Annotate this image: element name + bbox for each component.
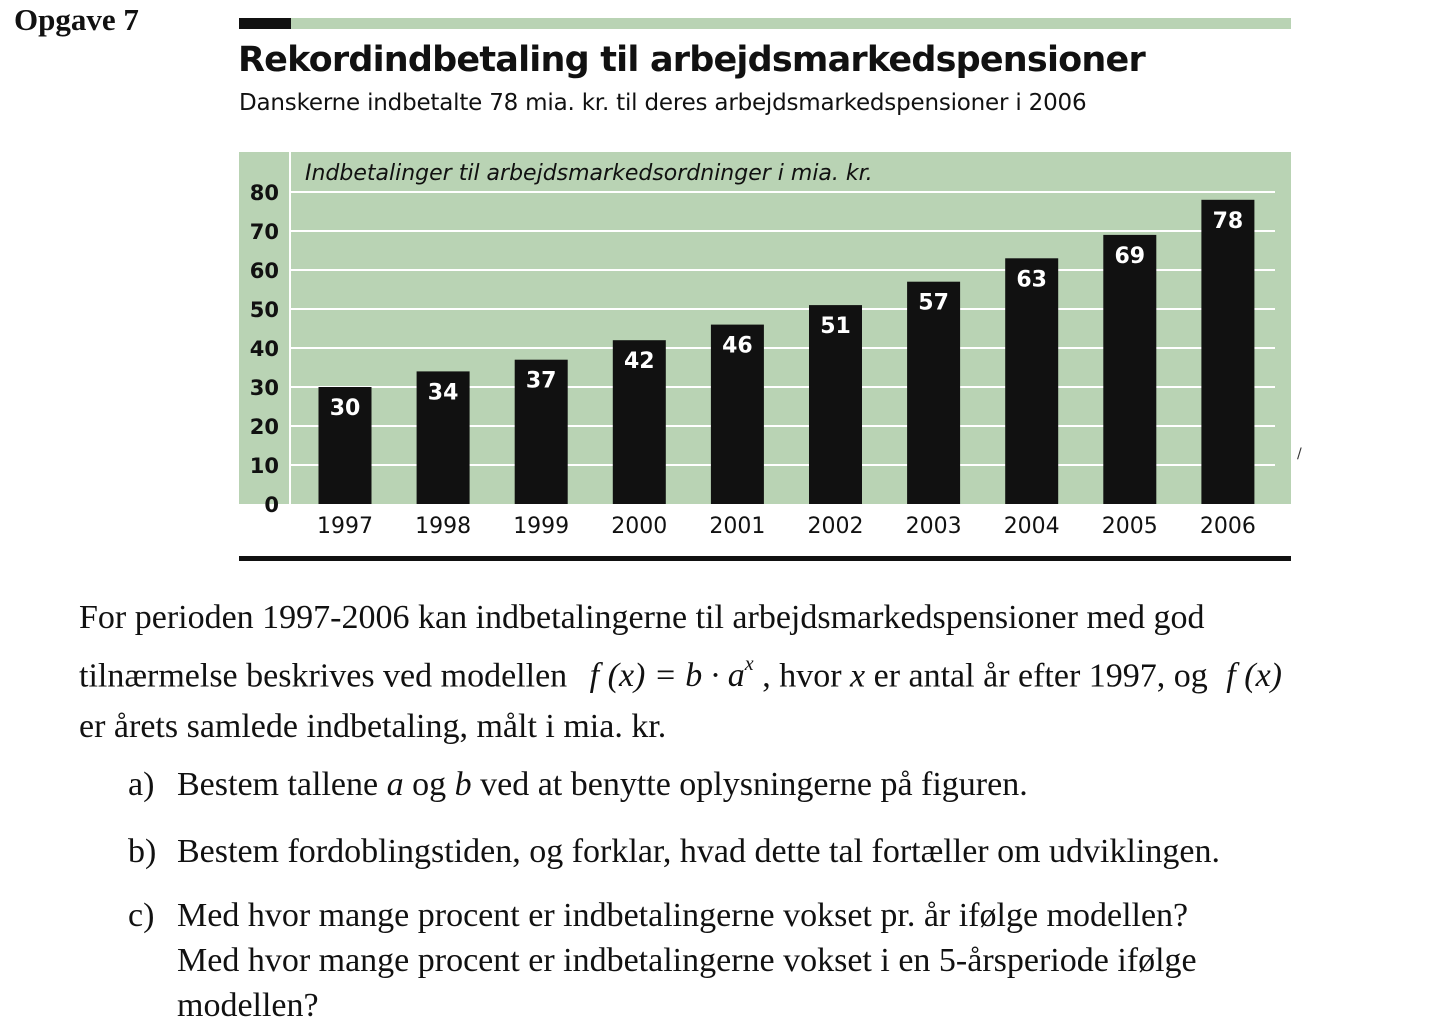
task-intro-line-2 xyxy=(79,643,1282,701)
bar-value-label: 37 xyxy=(525,368,557,394)
function-fx: f (x) xyxy=(1226,657,1282,695)
bar xyxy=(1201,200,1254,504)
bar xyxy=(1005,258,1058,504)
y-tick-label: 60 xyxy=(249,259,279,283)
x-tick-label: 2003 xyxy=(905,514,962,539)
y-tick-label: 50 xyxy=(249,298,279,322)
question-a-mid: og xyxy=(412,766,447,803)
y-tick-label: 20 xyxy=(249,415,279,439)
question-c-line-3: modellen? xyxy=(177,987,319,1024)
chart-title: Indbetalinger til arbejdsmarkedsordninger i mia. kr. xyxy=(305,161,873,186)
model-formula-base: f (x) = b · a xyxy=(589,657,745,695)
bar-value-label: 46 xyxy=(722,333,753,359)
figure-title: Rekordindbetaling til arbejdsmarkedspensioner xyxy=(238,40,1145,80)
y-tick-label: 80 xyxy=(249,181,279,205)
question-b-text: Bestem fordoblingstiden, og forklar, hvad dette tal fortæller om udviklingen. xyxy=(177,833,1220,870)
question-c-line-2: Med hvor mange procent er indbetalingerne vokset i en 5-årsperiode ifølge xyxy=(177,942,1197,979)
bar-value-label: 63 xyxy=(1016,267,1048,293)
exercise-label: Opgave 7 xyxy=(14,2,139,37)
y-tick-label: 40 xyxy=(249,337,279,361)
bar-value-label: 57 xyxy=(918,290,949,316)
task-intro-line-1: For perioden 1997-2006 kan indbetalingerne til arbejdsmarkedspensioner med god xyxy=(79,599,1205,636)
variable-x: x xyxy=(850,657,866,695)
question-c-text xyxy=(177,893,1197,1028)
stray-mark: / xyxy=(1297,446,1302,462)
x-tick-label: 2001 xyxy=(709,514,766,539)
x-tick-label: 2002 xyxy=(807,514,864,539)
task-intro-line-3: er årets samlede indbetaling, målt i mia. kr. xyxy=(79,708,667,746)
bar-value-label: 30 xyxy=(329,396,361,421)
figure-bottom-rule xyxy=(239,556,1291,561)
x-tick-label: 2006 xyxy=(1199,514,1256,539)
x-tick-label: 1999 xyxy=(513,514,570,539)
question-a-pre: Bestem tallene xyxy=(177,766,379,803)
x-tick-label: 1997 xyxy=(317,514,373,539)
question-c-label: c) xyxy=(128,897,155,934)
question-a-label: a) xyxy=(128,766,155,803)
x-tick-label: 2005 xyxy=(1101,514,1158,539)
bar-value-label: 69 xyxy=(1114,243,1146,269)
question-a-text xyxy=(177,762,1028,807)
figure-subtitle: Danskerne indbetalte 78 mia. kr. til deres arbejdsmarkedspensioner i 2006 xyxy=(239,90,1087,116)
bar-value-label: 78 xyxy=(1212,208,1244,234)
question-b-label: b) xyxy=(128,833,157,870)
bar xyxy=(1103,235,1156,504)
y-tick-label: 70 xyxy=(249,220,279,244)
task-intro xyxy=(79,592,1282,752)
y-tick-label: 10 xyxy=(249,454,279,478)
question-c-line-1: Med hvor mange procent er indbetalingerne vokset pr. år ifølge modellen? xyxy=(177,897,1189,934)
bar-value-label: 34 xyxy=(427,380,459,406)
y-tick-label: 30 xyxy=(249,376,279,400)
model-formula xyxy=(589,653,754,695)
y-tick-label: 0 xyxy=(264,493,279,517)
task-intro-line-2-rest: er antal år efter 1997, og xyxy=(873,657,1208,695)
task-intro-line-2-hvor: , hvor xyxy=(762,657,842,695)
bar-value-label: 42 xyxy=(623,349,655,375)
x-tick-label: 1998 xyxy=(415,514,472,539)
task-intro-line-2-text: tilnærmelse beskrives ved modellen xyxy=(79,657,568,695)
x-tick-label: 2000 xyxy=(611,514,668,539)
question-a-post: ved at benytte oplysningerne på figuren. xyxy=(480,766,1028,803)
model-formula-exponent: x xyxy=(744,653,754,675)
question-a-var-b: b xyxy=(454,766,472,803)
x-tick-label: 2004 xyxy=(1003,514,1060,539)
bar-value-label: 51 xyxy=(820,314,851,340)
question-a-var-a: a xyxy=(386,766,404,803)
